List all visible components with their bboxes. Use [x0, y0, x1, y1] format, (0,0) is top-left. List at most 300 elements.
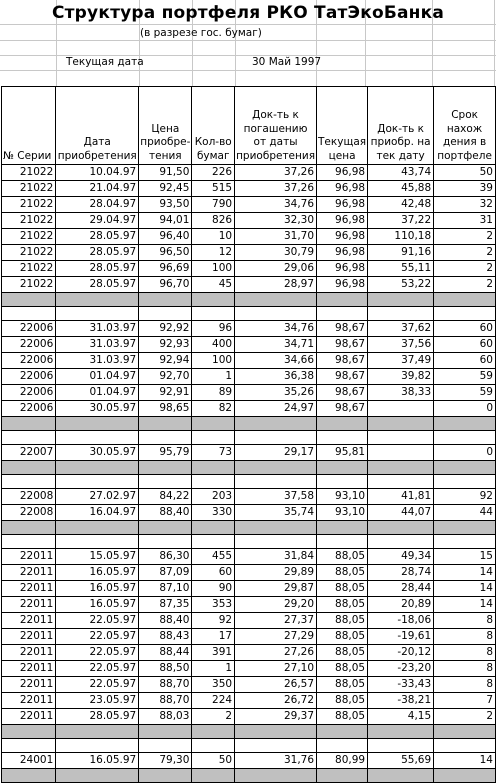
table-cell: 27.02.97	[56, 489, 139, 505]
table-row	[2, 337, 496, 353]
table-cell: 2	[434, 709, 496, 725]
table-cell: 27,29	[235, 629, 317, 645]
table-cell: 32,30	[235, 213, 317, 229]
separator-cell	[317, 293, 368, 307]
table-row	[2, 753, 496, 769]
table-cell: -18,06	[368, 613, 434, 629]
header-cell: Срок нахож дения в портфеле	[434, 87, 496, 165]
table-cell: 24001	[2, 753, 56, 769]
blank-cell	[139, 475, 192, 489]
table-cell: 37,58	[235, 489, 317, 505]
table-cell: 14	[434, 753, 496, 769]
separator-cell	[192, 293, 235, 307]
table-cell: 31,84	[235, 549, 317, 565]
table-cell: 350	[192, 677, 235, 693]
table-row	[2, 645, 496, 661]
table-cell: 94,01	[139, 213, 192, 229]
table-cell: 353	[192, 597, 235, 613]
table-cell: 88,05	[317, 709, 368, 725]
table-cell: 100	[192, 261, 235, 277]
table-cell: 44	[434, 505, 496, 521]
table-cell: 22011	[2, 645, 56, 661]
table-cell: 34,76	[235, 197, 317, 213]
table-cell: 22008	[2, 505, 56, 521]
separator-cell	[2, 461, 56, 475]
table-cell: 31,76	[235, 753, 317, 769]
table-cell: 21022	[2, 229, 56, 245]
table-cell: 35,26	[235, 385, 317, 401]
separator-cell	[2, 725, 56, 739]
blank-cell	[434, 475, 496, 489]
separator-cell	[235, 725, 317, 739]
table-row	[2, 597, 496, 613]
table-cell: 88,40	[139, 613, 192, 629]
table-cell: 87,09	[139, 565, 192, 581]
table-cell: 88,05	[317, 645, 368, 661]
separator-cell	[56, 293, 139, 307]
table-cell: 22.05.97	[56, 629, 139, 645]
header-cell: Док-ть к погашению от даты приобретения	[235, 87, 317, 165]
table-cell: 29,20	[235, 597, 317, 613]
table-row	[2, 385, 496, 401]
group-separator-row	[2, 725, 496, 739]
table-cell: 80,99	[317, 753, 368, 769]
table-cell: 41,81	[368, 489, 434, 505]
separator-cell	[368, 293, 434, 307]
table-cell: 34,71	[235, 337, 317, 353]
table-cell: 98,67	[317, 353, 368, 369]
separator-cell	[56, 725, 139, 739]
separator-cell	[434, 293, 496, 307]
table-cell: 28.05.97	[56, 261, 139, 277]
table-cell: 31	[434, 213, 496, 229]
table-cell: 2	[434, 229, 496, 245]
table-cell: 45,88	[368, 181, 434, 197]
table-cell: 35,74	[235, 505, 317, 521]
table-cell: 93,10	[317, 489, 368, 505]
separator-cell	[139, 461, 192, 475]
separator-cell	[434, 417, 496, 431]
blank-row	[2, 535, 496, 549]
table-cell: 826	[192, 213, 235, 229]
blank-cell	[56, 475, 139, 489]
blank-cell	[139, 535, 192, 549]
table-cell: 29,06	[235, 261, 317, 277]
table-cell: 7	[434, 693, 496, 709]
table-row	[2, 165, 496, 181]
blank-cell	[235, 535, 317, 549]
table-cell: 100	[192, 353, 235, 369]
table-cell: 39	[434, 181, 496, 197]
separator-cell	[317, 725, 368, 739]
blank-cell	[434, 739, 496, 753]
table-cell: 22011	[2, 677, 56, 693]
table-cell: 29,17	[235, 445, 317, 461]
table-cell: 79,30	[139, 753, 192, 769]
table-cell: 2	[192, 709, 235, 725]
table-cell: 96,98	[317, 261, 368, 277]
table-cell	[368, 401, 434, 417]
table-cell: 391	[192, 645, 235, 661]
table-cell: 15.05.97	[56, 549, 139, 565]
table-cell: 0	[434, 401, 496, 417]
table-cell: 84,22	[139, 489, 192, 505]
separator-cell	[434, 461, 496, 475]
header-cell: Текущая цена	[317, 87, 368, 165]
table-cell: 37,26	[235, 165, 317, 181]
table-cell: 16.05.97	[56, 753, 139, 769]
table-cell: 88,03	[139, 709, 192, 725]
page-subtitle: (в разрезе гос. бумаг)	[140, 27, 262, 39]
table-cell: 92,45	[139, 181, 192, 197]
table-cell: 27,26	[235, 645, 317, 661]
table-cell: 92,92	[139, 321, 192, 337]
separator-cell	[368, 769, 434, 783]
table-cell: 28.05.97	[56, 709, 139, 725]
header-cell: № Серии	[2, 87, 56, 165]
table-cell: 31,70	[235, 229, 317, 245]
table-cell: 96,98	[317, 181, 368, 197]
blank-cell	[235, 739, 317, 753]
table-cell: 93,10	[317, 505, 368, 521]
table-cell: 22006	[2, 369, 56, 385]
table-cell: 55,11	[368, 261, 434, 277]
table-cell: 22006	[2, 321, 56, 337]
separator-cell	[2, 521, 56, 535]
table-cell: 43,74	[368, 165, 434, 181]
table-cell: 2	[434, 245, 496, 261]
table-cell: 96,98	[317, 213, 368, 229]
separator-cell	[368, 461, 434, 475]
separator-cell	[192, 461, 235, 475]
table-cell: 88,70	[139, 677, 192, 693]
table-cell: 88,40	[139, 505, 192, 521]
table-cell: 226	[192, 165, 235, 181]
table-cell: 34,66	[235, 353, 317, 369]
table-cell: 1	[192, 369, 235, 385]
table-cell: 96	[192, 321, 235, 337]
table-cell: 96,50	[139, 245, 192, 261]
blank-row	[2, 739, 496, 753]
table-cell: 22011	[2, 597, 56, 613]
table-cell: 22.05.97	[56, 661, 139, 677]
table-cell: 37,62	[368, 321, 434, 337]
table-cell: 73	[192, 445, 235, 461]
table-cell: 45	[192, 277, 235, 293]
table-cell: 10	[192, 229, 235, 245]
table-cell: 28.04.97	[56, 197, 139, 213]
table-cell: 22011	[2, 581, 56, 597]
separator-cell	[235, 293, 317, 307]
table-cell: 4,15	[368, 709, 434, 725]
table-cell: 37,56	[368, 337, 434, 353]
table-cell: 22011	[2, 613, 56, 629]
table-cell: 87,35	[139, 597, 192, 613]
table-cell: 28,74	[368, 565, 434, 581]
table-cell: 88,05	[317, 613, 368, 629]
separator-cell	[368, 417, 434, 431]
table-cell: 96,98	[317, 245, 368, 261]
table-cell: 21022	[2, 165, 56, 181]
table-cell: 86,30	[139, 549, 192, 565]
table-cell: 29,87	[235, 581, 317, 597]
table-row	[2, 565, 496, 581]
table-row	[2, 661, 496, 677]
table-cell: 8	[434, 645, 496, 661]
table-row	[2, 277, 496, 293]
table-row	[2, 229, 496, 245]
blank-cell	[56, 431, 139, 445]
blank-cell	[192, 475, 235, 489]
table-row	[2, 401, 496, 417]
table-cell: 22.05.97	[56, 645, 139, 661]
table-cell: 92	[192, 613, 235, 629]
blank-cell	[317, 535, 368, 549]
separator-cell	[434, 769, 496, 783]
table-cell: 20,89	[368, 597, 434, 613]
table-cell: 790	[192, 197, 235, 213]
table-cell: 0	[434, 445, 496, 461]
table-cell: 39,82	[368, 369, 434, 385]
separator-cell	[368, 521, 434, 535]
table-cell: 60	[434, 353, 496, 369]
separator-cell	[434, 725, 496, 739]
table-cell: -33,43	[368, 677, 434, 693]
blank-cell	[368, 535, 434, 549]
group-separator-row	[2, 417, 496, 431]
table-cell: 8	[434, 613, 496, 629]
table-cell: 330	[192, 505, 235, 521]
table-cell: 8	[434, 629, 496, 645]
table-row	[2, 549, 496, 565]
table-cell: 14	[434, 565, 496, 581]
table-cell: 22.05.97	[56, 677, 139, 693]
table-cell: 28.05.97	[56, 277, 139, 293]
table-cell: 1	[192, 661, 235, 677]
separator-cell	[56, 769, 139, 783]
separator-cell	[434, 521, 496, 535]
blank-cell	[192, 307, 235, 321]
table-row	[2, 261, 496, 277]
separator-cell	[317, 769, 368, 783]
table-cell: 2	[434, 277, 496, 293]
table-row	[2, 197, 496, 213]
table-row	[2, 581, 496, 597]
table-cell: 60	[434, 321, 496, 337]
table-cell: 22006	[2, 337, 56, 353]
blank-cell	[317, 307, 368, 321]
blank-cell	[56, 307, 139, 321]
table-cell: 96,69	[139, 261, 192, 277]
blank-cell	[192, 535, 235, 549]
table-cell: 91,16	[368, 245, 434, 261]
table-cell: 88,43	[139, 629, 192, 645]
table-cell: 22011	[2, 709, 56, 725]
separator-cell	[139, 769, 192, 783]
table-cell: 12	[192, 245, 235, 261]
table-cell: 96,70	[139, 277, 192, 293]
table-cell	[368, 445, 434, 461]
table-cell: 88,05	[317, 565, 368, 581]
table-cell: 32	[434, 197, 496, 213]
table-cell: 50	[434, 165, 496, 181]
blank-cell	[192, 431, 235, 445]
table-cell: 88,05	[317, 549, 368, 565]
blank-cell	[317, 475, 368, 489]
table-cell: 29,89	[235, 565, 317, 581]
portfolio-table	[1, 86, 496, 783]
blank-cell	[434, 307, 496, 321]
page-title: Структура портфеля РКО ТатЭкоБанка	[51, 3, 445, 23]
table-cell: 22006	[2, 401, 56, 417]
table-cell: -38,21	[368, 693, 434, 709]
table-cell: 88,70	[139, 693, 192, 709]
separator-cell	[235, 769, 317, 783]
group-separator-row	[2, 521, 496, 535]
table-cell: 53,22	[368, 277, 434, 293]
blank-cell	[368, 475, 434, 489]
table-cell: 21022	[2, 261, 56, 277]
table-cell: 98,67	[317, 401, 368, 417]
table-cell: 36,38	[235, 369, 317, 385]
gridline	[0, 70, 496, 71]
table-cell: 8	[434, 677, 496, 693]
table-cell: 01.04.97	[56, 369, 139, 385]
table-cell: 37,49	[368, 353, 434, 369]
blank-cell	[139, 431, 192, 445]
table-cell: 30.05.97	[56, 445, 139, 461]
header-cell: Кол-во бумаг	[192, 87, 235, 165]
table-cell: 93,50	[139, 197, 192, 213]
separator-cell	[192, 521, 235, 535]
blank-row	[2, 307, 496, 321]
table-cell: 21.04.97	[56, 181, 139, 197]
table-row	[2, 353, 496, 369]
table-cell: 22011	[2, 693, 56, 709]
table-cell: 22011	[2, 661, 56, 677]
table-cell: 88,05	[317, 629, 368, 645]
table-cell: 400	[192, 337, 235, 353]
table-cell: 96,98	[317, 165, 368, 181]
table-cell: 515	[192, 181, 235, 197]
table-cell: 96,98	[317, 197, 368, 213]
table-cell: 55,69	[368, 753, 434, 769]
table-cell: 88,05	[317, 581, 368, 597]
table-cell: 8	[434, 661, 496, 677]
table-cell: 98,67	[317, 321, 368, 337]
table-cell: 22011	[2, 549, 56, 565]
separator-cell	[192, 417, 235, 431]
blank-cell	[56, 535, 139, 549]
table-cell: 60	[192, 565, 235, 581]
table-cell: 14	[434, 581, 496, 597]
table-cell: 22007	[2, 445, 56, 461]
table-cell: 24,97	[235, 401, 317, 417]
table-row	[2, 677, 496, 693]
table-cell: 26,57	[235, 677, 317, 693]
table-row	[2, 213, 496, 229]
table-cell: 16.04.97	[56, 505, 139, 521]
header-cell: Цена приобре-тения	[139, 87, 192, 165]
table-cell: 27,10	[235, 661, 317, 677]
table-cell: 89	[192, 385, 235, 401]
blank-cell	[368, 307, 434, 321]
separator-cell	[192, 725, 235, 739]
table-cell: 92	[434, 489, 496, 505]
table-cell: 22011	[2, 565, 56, 581]
blank-cell	[192, 739, 235, 753]
separator-cell	[139, 725, 192, 739]
table-cell: 92,93	[139, 337, 192, 353]
table-cell: 95,79	[139, 445, 192, 461]
table-cell: 88,50	[139, 661, 192, 677]
table-cell: 31.03.97	[56, 321, 139, 337]
table-cell: 224	[192, 693, 235, 709]
table-cell: 88,05	[317, 661, 368, 677]
separator-cell	[2, 417, 56, 431]
table-cell: 30,79	[235, 245, 317, 261]
separator-cell	[56, 417, 139, 431]
table-cell: 455	[192, 549, 235, 565]
table-cell: 88,05	[317, 597, 368, 613]
blank-cell	[2, 475, 56, 489]
table-cell: 23.05.97	[56, 693, 139, 709]
table-cell: 42,48	[368, 197, 434, 213]
table-cell: 16.05.97	[56, 581, 139, 597]
table-row	[2, 489, 496, 505]
table-row	[2, 369, 496, 385]
table-cell: 98,67	[317, 337, 368, 353]
table-cell: 96,98	[317, 229, 368, 245]
table-cell: 21022	[2, 181, 56, 197]
separator-cell	[56, 521, 139, 535]
table-cell: 30.05.97	[56, 401, 139, 417]
table-cell: 22006	[2, 385, 56, 401]
table-row	[2, 693, 496, 709]
table-cell: 203	[192, 489, 235, 505]
header-cell: Дата приобретения	[56, 87, 139, 165]
separator-cell	[2, 769, 56, 783]
table-cell: 38,33	[368, 385, 434, 401]
blank-cell	[235, 307, 317, 321]
table-cell: 87,10	[139, 581, 192, 597]
table-cell: 22.05.97	[56, 613, 139, 629]
table-cell: 98,67	[317, 369, 368, 385]
table-row	[2, 245, 496, 261]
blank-cell	[2, 739, 56, 753]
blank-cell	[235, 475, 317, 489]
separator-cell	[235, 461, 317, 475]
table-cell: 28.05.97	[56, 245, 139, 261]
blank-row	[2, 431, 496, 445]
table-row	[2, 505, 496, 521]
blank-row	[2, 475, 496, 489]
current-date-value: 30 Май 1997	[252, 56, 322, 68]
table-cell: 21022	[2, 197, 56, 213]
separator-cell	[368, 725, 434, 739]
table-cell: 91,50	[139, 165, 192, 181]
separator-cell	[317, 521, 368, 535]
blank-cell	[434, 535, 496, 549]
table-cell: 96,98	[317, 277, 368, 293]
blank-cell	[317, 431, 368, 445]
blank-cell	[2, 307, 56, 321]
table-cell: 88,05	[317, 677, 368, 693]
table-cell: 01.04.97	[56, 385, 139, 401]
table-cell: 95,81	[317, 445, 368, 461]
table-cell: 92,70	[139, 369, 192, 385]
table-cell: 28.05.97	[56, 229, 139, 245]
